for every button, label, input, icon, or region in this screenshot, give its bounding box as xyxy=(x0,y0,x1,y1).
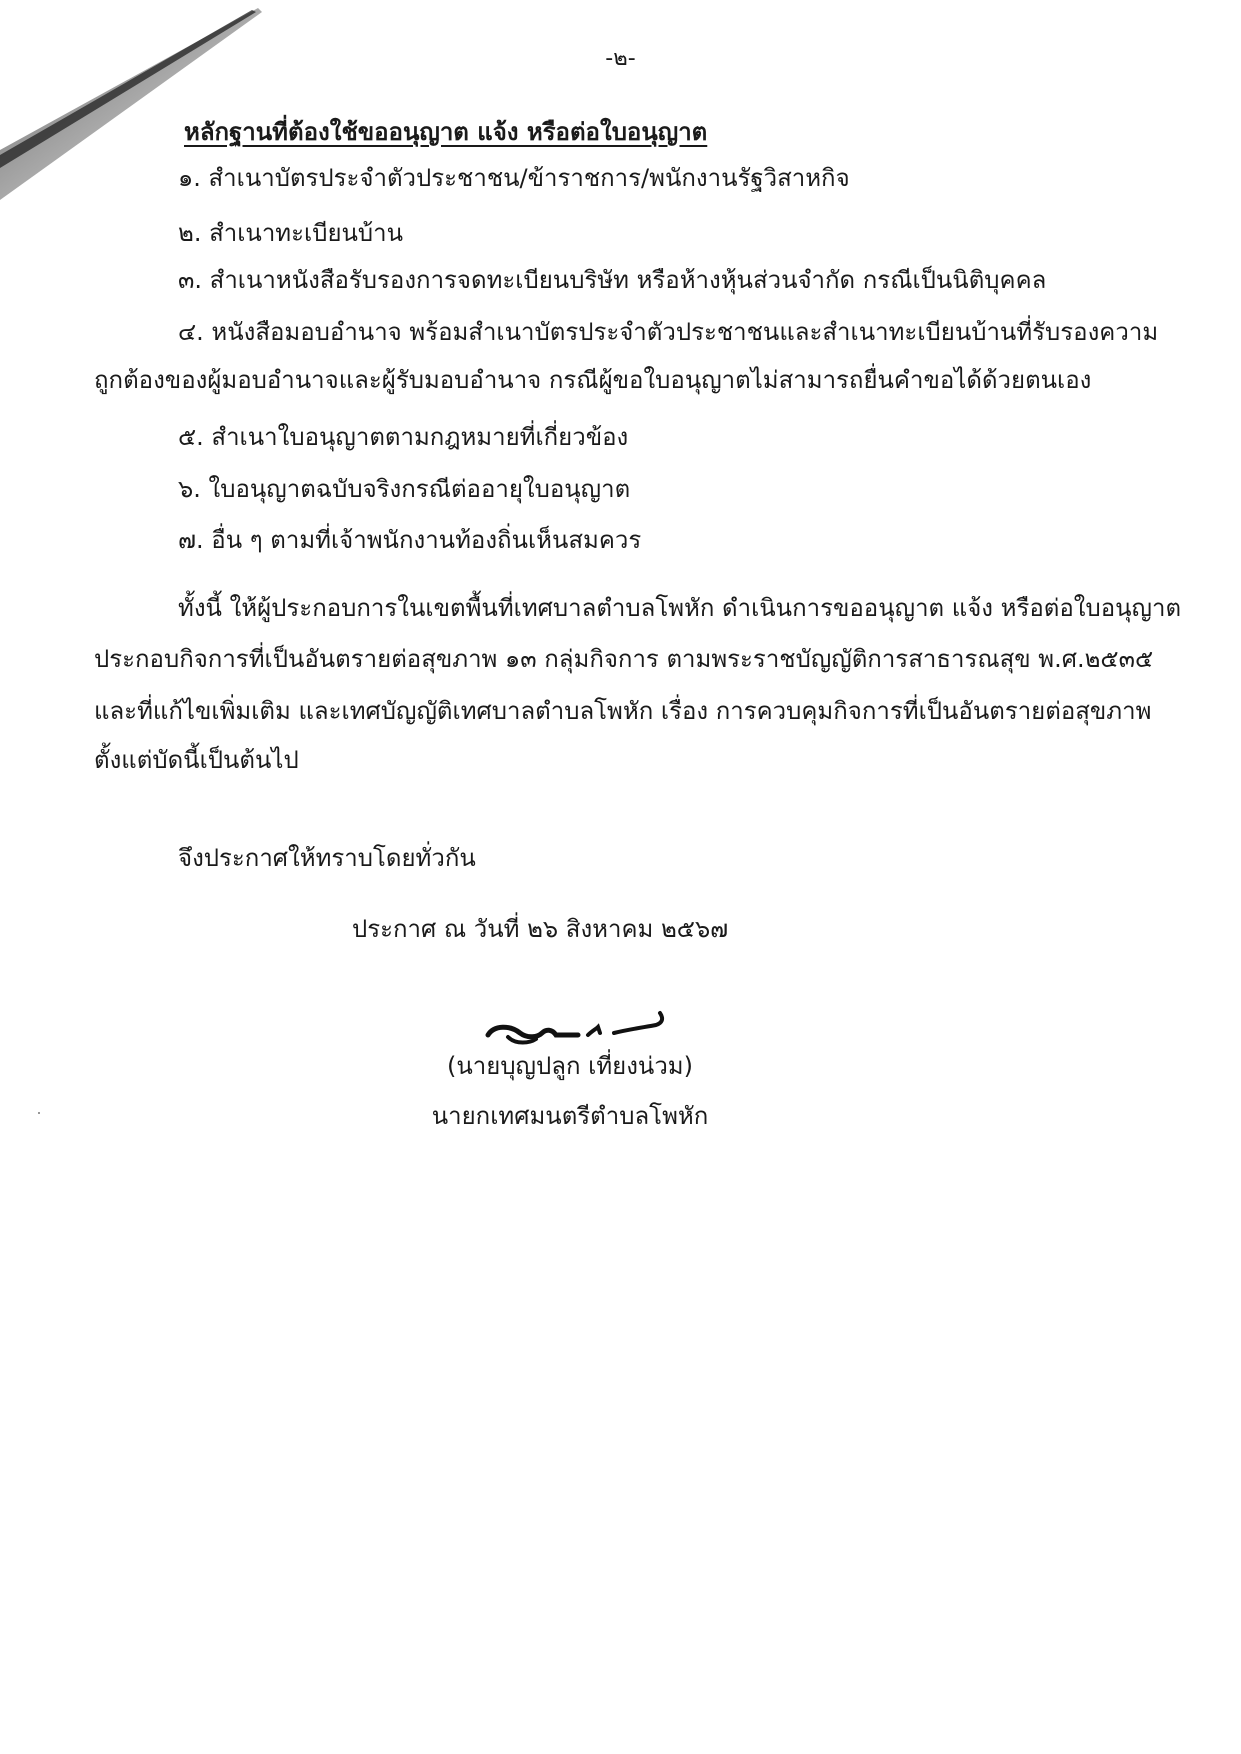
list-item: ๖. ใบอนุญาตฉบับจริงกรณีต่ออายุใบอนุญาต xyxy=(178,475,631,503)
body-paragraph-line: ประกอบกิจการที่เป็นอันตรายต่อสุขภาพ ๑๓ กลุ่มกิจการ ตามพระราชบัญญัติการสาธารณสุข พ.ศ.๒๕๓๕ xyxy=(94,645,1154,673)
list-item: ๕. สำเนาใบอนุญาตตามกฎหมายที่เกี่ยวข้อง xyxy=(178,423,629,451)
signer-name: (นายบุญปลูก เที่ยงน่วม) xyxy=(447,1052,693,1080)
body-paragraph-line: และที่แก้ไขเพิ่มเติม และเทศบัญญัติเทศบาลตำบลโพหัก เรื่อง การควบคุมกิจการที่เป็นอันตรายต่อสุขภาพ xyxy=(94,697,1152,725)
list-item: ๑. สำเนาบัตรประจำตัวประชาชน/ข้าราชการ/พนักงานรัฐวิสาหกิจ xyxy=(178,164,850,192)
scan-speck xyxy=(38,1112,40,1114)
announcement-date: ประกาศ ณ วันที่ ๒๖ สิงหาคม ๒๕๖๗ xyxy=(352,915,729,943)
announcement-text: จึงประกาศให้ทราบโดยทั่วกัน xyxy=(178,844,476,872)
handwritten-signature xyxy=(480,1005,680,1055)
list-item: ๔. หนังสือมอบอำนาจ พร้อมสำเนาบัตรประจำตัวประชาชนและสำเนาทะเบียนบ้านที่รับรองความ xyxy=(178,318,1159,346)
list-item: ๗. อื่น ๆ ตามที่เจ้าพนักงานท้องถิ่นเห็นสมควร xyxy=(178,526,642,554)
body-paragraph-line: ทั้งนี้ ให้ผู้ประกอบการในเขตพื้นที่เทศบาลตำบลโพหัก ดำเนินการขออนุญาต แจ้ง หรือต่อใบอนุญาต xyxy=(178,594,1182,622)
body-paragraph-line: ตั้งแต่บัดนี้เป็นต้นไป xyxy=(94,746,299,774)
page-number: -๒- xyxy=(605,46,636,71)
list-item: ๓. สำเนาหนังสือรับรองการจดทะเบียนบริษัท หรือห้างหุ้นส่วนจำกัด กรณีเป็นนิติบุคคล xyxy=(178,266,1047,294)
list-item: ๒. สำเนาทะเบียนบ้าน xyxy=(178,219,404,247)
section-heading: หลักฐานที่ต้องใช้ขออนุญาต แจ้ง หรือต่อใบอนุญาต xyxy=(184,118,708,146)
signer-title: นายกเทศมนตรีตำบลโพหัก xyxy=(431,1102,709,1130)
list-item-continuation: ถูกต้องของผู้มอบอำนาจและผู้รับมอบอำนาจ กรณีผู้ขอใบอนุญาตไม่สามารถยื่นคำขอได้ด้วยตนเอง xyxy=(94,366,1092,394)
